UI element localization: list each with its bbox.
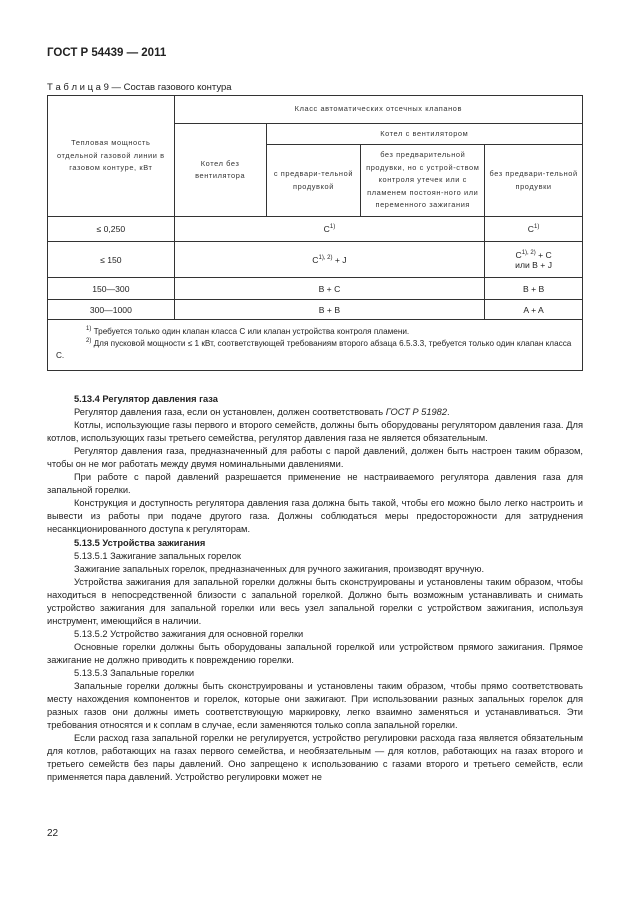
header-valve-class: Класс автоматических отсечных клапанов bbox=[174, 96, 582, 124]
subsection-heading: 5.13.5.3 Запальные горелки bbox=[74, 667, 195, 678]
header-fan-no-purge-control: без предварительной продувки, но с устрой-ством контроля утечек или с пламенем постоян-ного или переменного зажигания bbox=[361, 145, 485, 217]
paragraph: Котлы, использующие газы первого и второго семейств, должны быть оборудованы регулятором давления газа. Для котлов, использующих газы третьего семейства, регулятор давления газа не является обязательным. bbox=[47, 420, 583, 444]
cell-last: $C^{1)}$ bbox=[485, 217, 583, 242]
subsection-heading: 5.13.5.2 Устройство зажигания для основной горелки bbox=[74, 628, 304, 639]
table-notes bbox=[48, 320, 583, 371]
cell-merged: B + B bbox=[174, 300, 484, 320]
cell-merged: B + C bbox=[174, 278, 484, 300]
header-fan-no-purge: без предвари-тельной продувки bbox=[485, 145, 583, 217]
cell-merged: $C^{1), 2)} + J$ bbox=[174, 242, 484, 278]
footnote-1: $^{1)}$ Требуется только один клапан класса C или клапан устройства контроля пламени. bbox=[86, 326, 410, 336]
cell-power: 300—1000 bbox=[48, 300, 175, 320]
footnote-2: $^{2)}$ Для пусковой мощности ≤ 1 кВт, соответствующей требованиям второго абзаца 6.5.3.3, требуется только один клапан класса C. bbox=[56, 338, 572, 360]
paragraph: Регулятор давления газа, предназначенный для работы с парой давлений, должен быть настроен таким образом, чтобы он не мог работать между двумя номинальными давлениями. bbox=[47, 446, 583, 470]
header-fan-purge: с предвари-тельной продувкой bbox=[266, 145, 361, 217]
table-caption: Т а б л и ц а 9 — Состав газового контура bbox=[47, 82, 232, 93]
section-heading: 5.13.5 Устройства зажигания bbox=[74, 537, 206, 548]
standard-reference: ГОСТ Р 51982 bbox=[385, 407, 448, 418]
cell-last: B + B bbox=[485, 278, 583, 300]
cell-power: ≤ 150 bbox=[48, 242, 175, 278]
paragraph: Запальные горелки должны быть сконструированы и установлены таким образом, чтобы прямо соответствовать месту нахождения компонентов и горелок, которые они зажигают. При использовании разных запальных горелок для разных газов они должны иметь соответствующую маркировку, легко взаимно заменяться и устанавливаться. Эти требования относятся и к соплам в случае, если заменяются только сопла запальной горелки. bbox=[47, 681, 583, 731]
header-power: Тепловая мощность отдельной газовой линии в газовом контуре, кВт bbox=[48, 96, 175, 217]
cell-power: ≤ 0,250 bbox=[48, 217, 175, 242]
table-row bbox=[48, 217, 583, 242]
section-heading: 5.13.4 Регулятор давления газа bbox=[74, 394, 218, 404]
cell-last: A + A bbox=[485, 300, 583, 320]
gas-circuit-table bbox=[47, 95, 583, 371]
cell-power: 150—300 bbox=[48, 278, 175, 300]
table-row bbox=[48, 300, 583, 320]
table-row bbox=[48, 242, 583, 278]
body-text bbox=[47, 393, 583, 784]
paragraph: Устройства зажигания для запальной горелки должны быть сконструированы и установлены таким образом, чтобы находиться в непосредственной близости с запальной горелкой. Должно быть возможным устанавливать и снимать устройство зажигания для запальной горелки или весь узел запальной горелки с устройством зажигания, используя инструмент, имеющийся в наличии. bbox=[47, 576, 583, 626]
paragraph: Регулятор давления газа, если он установлен, должен соответствовать ГОСТ Р 51982. bbox=[74, 407, 450, 418]
paragraph: Если расход газа запальной горелки не регулируется, устройство регулировки расхода газа является обязательным для котлов, работающих на газах первого семейства, и необязательным — для котлов, работающих на газах второго и третьего семейств без пары давлений. Оно запрещено к использованию с газами второго и третьего семейств, если применяется пара давлений. Устройство регулировки может не bbox=[47, 733, 583, 783]
paragraph: Конструкция и доступность регулятора давления газа должна быть такой, чтобы его можно было легко настроить и вывести из работы при подаче другого газа. Должны соблюдаться меры предосторожности для затруднения несанкционированного доступа к регуляторам. bbox=[47, 498, 583, 535]
paragraph: Основные горелки должны быть оборудованы запальной горелкой или устройством прямого зажигания. Прямое зажигание не должно приводить к повреждению горелки. bbox=[47, 641, 583, 665]
header-fan-group: Котел с вентилятором bbox=[266, 124, 582, 145]
cell-merged: $C^{1)}$ bbox=[174, 217, 484, 242]
paragraph: Зажигание запальных горелок, предназначенных для ручного зажигания, производят вручную. bbox=[74, 563, 485, 574]
page-number: 22 bbox=[47, 828, 59, 839]
subsection-heading: 5.13.5.1 Зажигание запальных горелок bbox=[74, 550, 241, 561]
paragraph: При работе с парой давлений разрешается применение не настраиваемого регулятора давления газа для запальной горелки. bbox=[47, 472, 583, 496]
table-row bbox=[48, 278, 583, 300]
document-header: ГОСТ Р 54439 — 2011 bbox=[47, 47, 167, 59]
cell-last: $C^{1), 2)} + C$ или B + J bbox=[485, 242, 583, 278]
header-no-fan: Котел без вентилятора bbox=[174, 124, 266, 217]
